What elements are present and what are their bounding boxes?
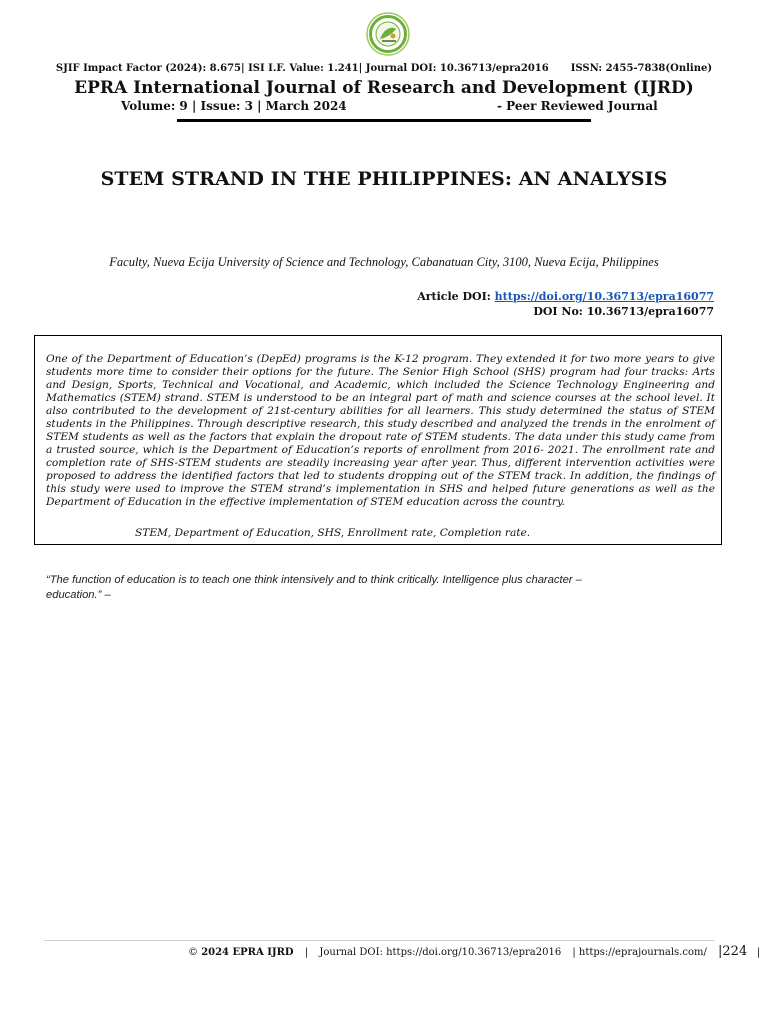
footer-divider	[44, 940, 714, 941]
epigraph-quote: “The function of education is to teach one think intensively and to think critically. Intelligence plus character – education.” –	[46, 574, 582, 601]
footer-journal-doi-label: Journal DOI	[319, 947, 380, 958]
footer-journal-doi[interactable]: : https://doi.org/10.36713/epra2016	[379, 947, 562, 958]
article-doi-label: Article DOI:	[417, 290, 495, 303]
header-divider	[177, 119, 591, 122]
footer-year-journal: 2024 EPRA IJRD	[201, 947, 294, 958]
abstract-text: One of the Department of Education’s (DepEd) programs is the K-12 program. They extended it for two more years to give students more time to consider their options for the future. The Senior High School (SHS) program had four tracks: Arts and Design, Sports, Technical and Vocational, and Academic, which included the Science Technology Engineering and Mathematics (STEM) strand. STEM is understood to be an integral part of math and science courses at the school level. It also contributed to the development of 21st-century abilities for all learners. This study determined the status of STEM students in the Philippines. Through descriptive research, this study described and analyzed the trends in the enrolment of STEM students as well as the factors that explain the dropout rate of STEM students. The data under this study came from a trusted source, which is the Department of Education’s reports of enrollment from 2016- 2021. The enrollment rate and completion rate of SHS-STEM students are steadily increasing year after year. Thus, different intervention activities were proposed to address the identified factors that led to students dropping out of the STEM track. In addition, the findings of this study were used to improve the STEM strand’s implementation in SHS and helped future generations as well as the Department of Education in the effective implementation of STEM education across the country.	[46, 353, 715, 508]
page-number-suffix: |	[750, 947, 761, 958]
article-doi-link[interactable]: https://doi.org/10.36713/epra16077	[494, 290, 714, 303]
page-number: 224	[722, 944, 748, 959]
issn-text: ISSN: 2455-7838(Online)	[570, 63, 713, 74]
journal-name: EPRA International Journal of Research and Development (IJRD)	[74, 78, 694, 98]
page-number-prefix: |	[718, 944, 723, 959]
article-title: STEM STRAND IN THE PHILIPPINES: AN ANALYSIS	[100, 168, 668, 190]
doi-number: DOI No: 10.36713/epra16077	[533, 305, 714, 318]
author-affiliation: Faculty, Nueva Ecija University of Science and Technology, Cabanatuan City, 3100, Nueva Ecija, Philippines	[109, 255, 659, 269]
footer-site-link[interactable]: | https://eprajournals.com/	[572, 947, 707, 958]
epra-journal-seal-icon	[366, 12, 410, 56]
abstract-box	[34, 335, 722, 545]
impact-factor-line	[0, 63, 768, 74]
copyright-symbol: ©	[188, 947, 198, 958]
footer-separator: |	[304, 947, 309, 958]
volume-issue: Volume: 9 | Issue: 3 | March 2024	[121, 99, 347, 113]
article-doi	[417, 290, 714, 303]
peer-reviewed-label: - Peer Reviewed Journal	[497, 99, 658, 113]
page-footer	[188, 944, 760, 959]
impact-factor-text: SJIF Impact Factor (2024): 8.675| ISI I.F. Value: 1.241| Journal DOI: 10.36713/epra2016	[55, 63, 549, 74]
keywords-text: STEM, Department of Education, SHS, Enrollment rate, Completion rate.	[135, 527, 531, 539]
